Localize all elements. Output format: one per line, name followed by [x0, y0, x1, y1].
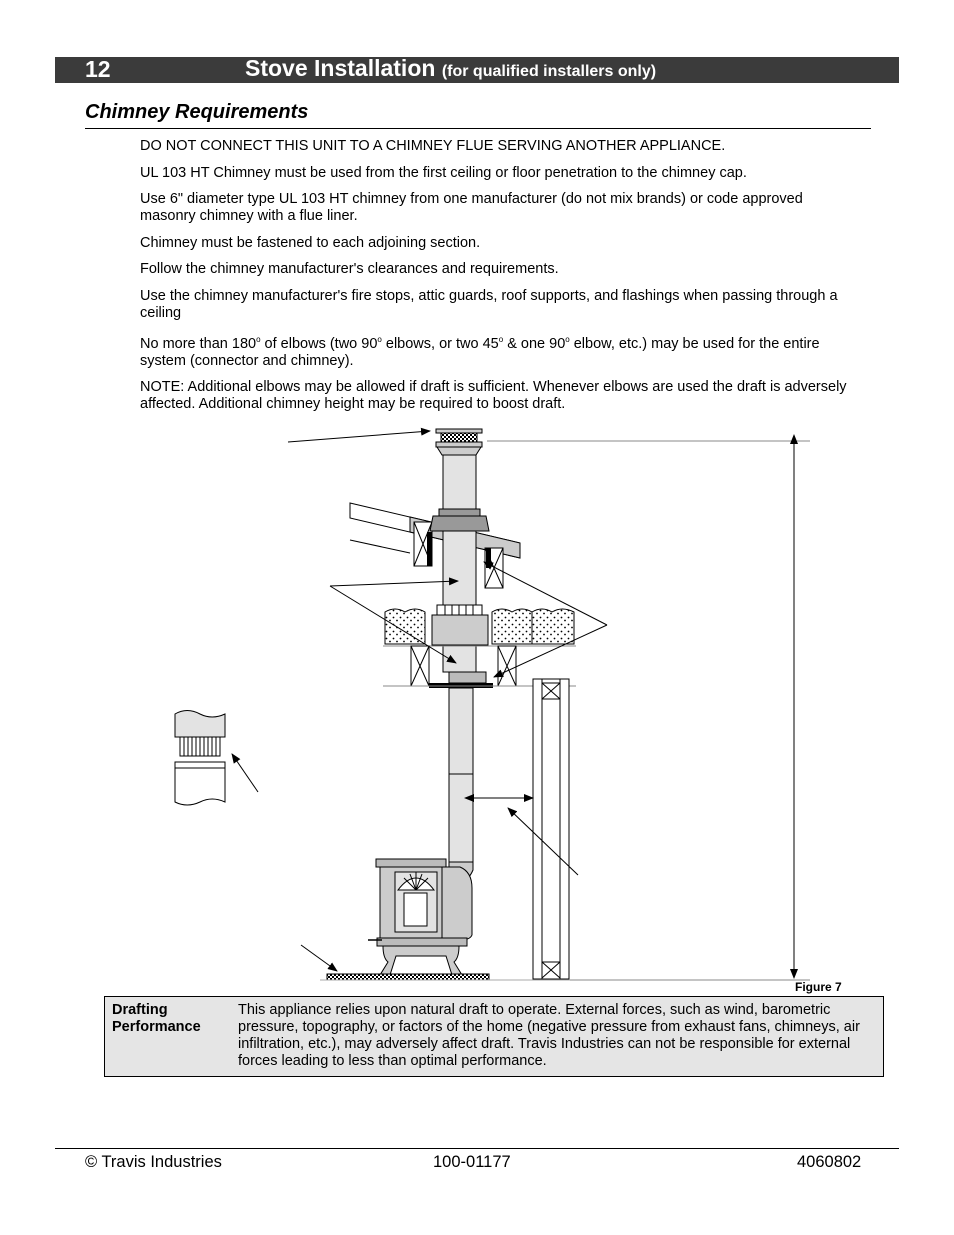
stove-pipe: [449, 688, 473, 882]
drafting-note-box: [104, 996, 884, 1077]
page-title-text: Stove Installation: [245, 55, 436, 81]
drafting-text: This appliance relies upon natural draft to operate. External forces, such as wind, barometric pressure, topography, or factors of the home (negative pressure from exhaust fans, chimneys, air infiltration, etc.), may adversely affect draft. Travis Industries can not be responsible for external forces leading to less than optimal performance.: [238, 1002, 860, 1069]
hearth-pad: [327, 974, 489, 980]
stove: [368, 859, 472, 975]
paragraph-elbows: [140, 331, 850, 370]
elbow-text-c: elbows, or two 45: [381, 335, 499, 352]
section-title: Chimney Requirements: [85, 101, 309, 123]
chimney-installation-figure: [0, 420, 954, 1000]
drafting-label: Drafting Performance: [112, 1002, 201, 1035]
elbow-text-d: & one 90: [503, 335, 566, 352]
chimney: [429, 429, 493, 688]
paragraph-6: Use the chimney manufacturer's fire stops, attic guards, roof supports, and flashings when passing through a ceiling: [140, 287, 838, 321]
degree-mark: o: [498, 335, 504, 344]
paragraph-3: Use 6" diameter type UL 103 HT chimney from one manufacturer (do not mix brands) or code approved masonry chimney with a flue liner.: [140, 191, 803, 224]
paragraph-1: DO NOT CONNECT THIS UNIT TO A CHIMNEY FLUE SERVING ANOTHER APPLIANCE.: [140, 138, 726, 154]
pipe-joint-detail: [175, 711, 225, 806]
elbow-text-a: No more than 180: [140, 335, 257, 352]
footer-revision: 4060802: [797, 1153, 862, 1171]
footer-copyright: © Travis Industries: [85, 1153, 222, 1171]
page-title: [245, 55, 656, 82]
degree-mark: o: [565, 335, 570, 344]
wall: [533, 679, 569, 979]
paragraph-note: NOTE: Additional elbows may be allowed if draft is sufficient. Whenever elbows are used the draft is adversely affected. Additional chimney height may be required to boost draft.: [140, 379, 847, 413]
elbow-text-e: elbow, etc.) may be used for the entire system (connector and chimney).: [140, 335, 820, 369]
page-subtitle: (for qualified installers only): [441, 63, 657, 80]
paragraph-5: Follow the chimney manufacturer's clearances and requirements.: [140, 261, 559, 277]
footer-doc-number: 100-01177: [433, 1153, 511, 1171]
body-text: [140, 138, 850, 423]
section-divider: [85, 128, 871, 129]
header-bar: [55, 57, 899, 83]
elbow-text-b: of elbows (two 90: [260, 335, 378, 352]
paragraph-4: Chimney must be fastened to each adjoining section.: [140, 234, 481, 251]
page-number: 12: [85, 56, 111, 82]
paragraph-2: UL 103 HT Chimney must be used from the first ceiling or floor penetration to the chimney cap.: [140, 164, 747, 181]
figure-caption: Figure 7: [795, 980, 842, 994]
degree-mark: o: [256, 335, 261, 344]
degree-mark: o: [377, 335, 382, 344]
footer-divider: [55, 1148, 899, 1149]
